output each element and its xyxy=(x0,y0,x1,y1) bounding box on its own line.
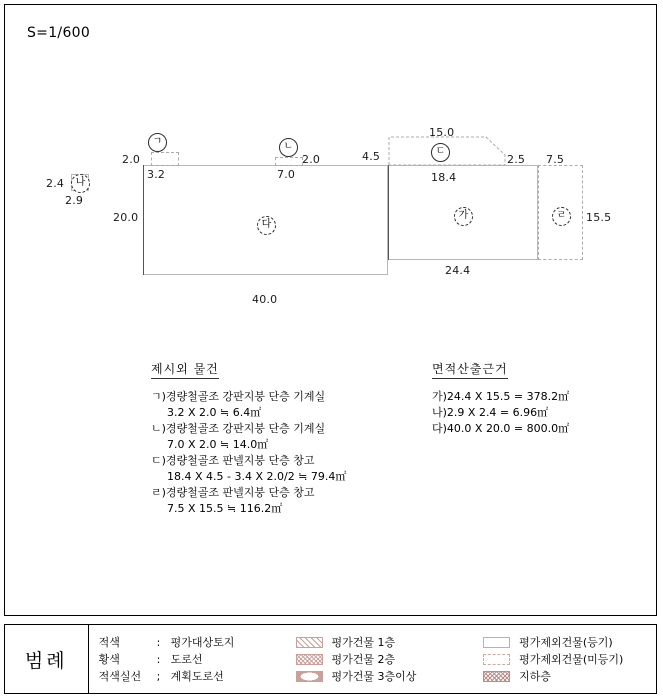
legend-label: 계획도로선 xyxy=(170,669,224,683)
dim-annex-giyeok-height: 2.0 xyxy=(122,153,141,166)
area-basis-line: 다)40.0 X 20.0 = 800.0㎡ xyxy=(432,422,570,435)
legend-row xyxy=(296,634,470,651)
drawing-frame xyxy=(4,4,657,616)
legend-key: 적색 xyxy=(98,635,120,649)
dim-parcel-na-width: 2.4 xyxy=(46,177,65,190)
dim-parcel-na-height: 2.9 xyxy=(65,194,84,207)
dim-parcel-da-width: 40.0 xyxy=(252,293,278,306)
dim-annex-digeut-bottom: 18.4 xyxy=(431,171,457,184)
legend-color-column xyxy=(89,625,286,693)
hatch-2f-swatch-icon xyxy=(296,654,323,665)
marker-annex-digeut: ㄷ xyxy=(431,143,450,162)
legend-label: 평가제외건물(등기) xyxy=(519,635,613,649)
legend-label: 지하층 xyxy=(519,669,551,683)
marker-parcel-na: 나 xyxy=(71,174,90,193)
legend-row xyxy=(296,651,470,668)
offsite-objects-block xyxy=(151,361,346,517)
legend-building-column xyxy=(286,625,474,693)
legend-label: 도로선 xyxy=(170,652,203,666)
hatch-3f-swatch-icon xyxy=(296,671,323,682)
legend-excluded-column xyxy=(473,625,656,693)
dim-annex-nieun-width: 7.0 xyxy=(277,168,296,181)
legend-box xyxy=(4,624,657,694)
legend-label: 평가대상토지 xyxy=(170,635,235,649)
legend-label: 평가건물 3층이상 xyxy=(331,669,417,683)
dim-annex-digeut-left: 4.5 xyxy=(362,150,381,163)
offsite-item-calc: 18.4 X 4.5 - 3.4 X 2.0/2 ≒ 79.4㎡ xyxy=(167,470,347,483)
legend-label: 평가제외건물(미등기) xyxy=(519,652,624,666)
offsite-item-calc: 3.2 X 2.0 ≒ 6.4㎡ xyxy=(167,406,262,419)
dim-parcel-ga-width: 24.4 xyxy=(445,264,471,277)
dim-parcel-da-height: 20.0 xyxy=(113,211,139,224)
parcel-ga-left-edge xyxy=(388,165,389,260)
offsite-item-desc: ㄴ)경량철골조 강판지붕 단층 기계실 xyxy=(151,422,326,435)
offsite-item xyxy=(151,421,346,453)
site-plan xyxy=(5,5,658,355)
legend-row xyxy=(99,651,282,668)
dim-parcel-ga-height: 15.5 xyxy=(586,211,612,224)
offsite-item-calc: 7.5 X 15.5 ≒ 116.2㎡ xyxy=(167,502,283,515)
offsite-item xyxy=(151,389,346,421)
dim-annex-rieul-width: 7.5 xyxy=(546,153,565,166)
dim-annex-digeut-right: 2.5 xyxy=(507,153,526,166)
excluded-registered-swatch-icon xyxy=(483,637,510,648)
legend-label: 평가건물 2층 xyxy=(331,652,396,666)
dim-annex-giyeok-width: 3.2 xyxy=(147,168,166,181)
legend-title: 범례 xyxy=(5,625,89,693)
marker-annex-giyeok: ㄱ xyxy=(148,133,167,152)
legend-row xyxy=(99,668,282,685)
offsite-item-desc: ㄷ)경량철골조 판넬지붕 단층 창고 xyxy=(151,454,315,467)
excluded-unregistered-swatch-icon xyxy=(483,654,510,665)
dim-annex-nieun-height: 2.0 xyxy=(302,153,321,166)
offsite-item xyxy=(151,453,346,485)
marker-annex-rieul: ㄹ xyxy=(552,207,571,226)
area-basis-line: 가)24.4 X 15.5 = 378.2㎡ xyxy=(432,390,570,403)
legend-row xyxy=(483,651,652,668)
parcel-da-left-edge xyxy=(143,165,144,275)
offsite-item-calc: 7.0 X 2.0 ≒ 14.0㎡ xyxy=(167,438,269,451)
dim-annex-digeut-top: 15.0 xyxy=(429,126,455,139)
area-basis-title: 면적산출근거 xyxy=(432,361,508,379)
legend-separator: ; xyxy=(156,669,161,683)
legend-separator: : xyxy=(156,652,161,666)
legend-row xyxy=(483,668,652,685)
legend-row xyxy=(483,634,652,651)
annex-nieun-outline xyxy=(275,157,303,166)
legend-row xyxy=(99,634,282,651)
legend-label: 평가건물 1층 xyxy=(331,635,396,649)
legend-separator: : xyxy=(156,635,161,649)
annex-giyeok-outline xyxy=(151,152,179,166)
marker-annex-nieun: ㄴ xyxy=(279,138,298,157)
offsite-objects-title: 제시외 물건 xyxy=(151,361,219,379)
offsite-item-desc: ㄱ)경량철골조 강판지붕 단층 기계실 xyxy=(151,390,326,403)
legend-key: 황색 xyxy=(98,652,120,666)
hatch-1f-swatch-icon xyxy=(296,637,323,648)
marker-parcel-da: 다 xyxy=(257,216,276,235)
legend-key: 적색실선 xyxy=(98,669,142,683)
offsite-item-desc: ㄹ)경량철골조 판넬지붕 단층 창고 xyxy=(151,486,315,499)
offsite-item xyxy=(151,485,346,517)
area-basis-line: 나)2.9 X 2.4 = 6.96㎡ xyxy=(432,406,549,419)
basement-swatch-icon xyxy=(483,671,510,682)
legend-row xyxy=(296,668,470,685)
scale-label: S=1/600 xyxy=(27,25,91,41)
area-basis-block xyxy=(432,361,569,437)
marker-parcel-ga: 가 xyxy=(454,207,473,226)
